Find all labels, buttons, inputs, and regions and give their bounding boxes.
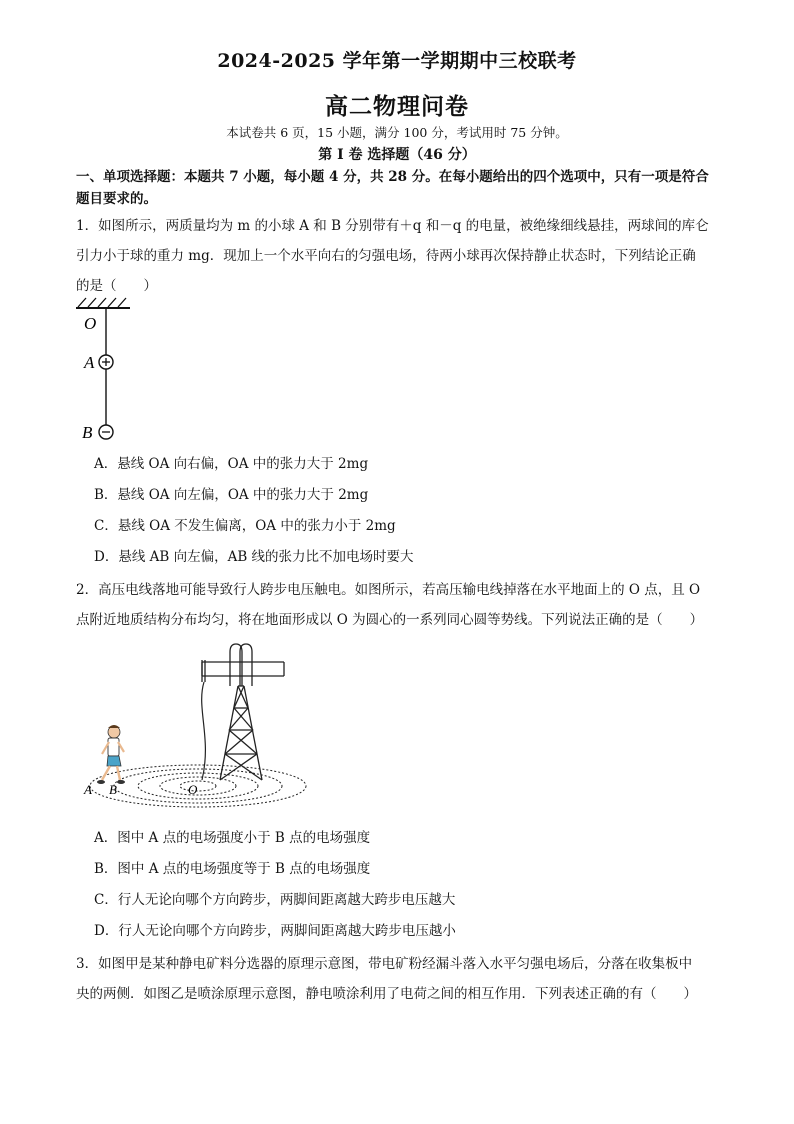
q1-stem-line-3: 的是（ ）: [76, 278, 157, 294]
label-a: A: [84, 782, 92, 797]
q2-option-c: C．行人无论向哪个方向跨步，两脚间距离越大跨步电压越大: [94, 892, 456, 908]
section-heading: 一、单项选择题：本题共 7 小题，每小题 4 分，共 28 分。在每小题给出的四个选项中，只有一项是符合题目要求的。: [76, 169, 709, 207]
q1-stem-line-1: 1．如图所示，两质量均为 m 的小球 A 和 B 分别带有＋q 和－q 的电量，被绝缘细线悬挂，两球间的库仑: [76, 218, 709, 234]
label-b: B: [109, 782, 117, 797]
label-o: O: [188, 782, 198, 797]
label-o: O: [84, 314, 97, 333]
q3-stem-line-1: 3．如图甲是某种静电矿料分选器的原理示意图，带电矿粉经漏斗落入水平匀强电场后，分落在收集板中: [76, 956, 693, 972]
q1-pendulum-figure: [72, 294, 142, 444]
q3-stem-line-2: 央的两侧．如图乙是喷涂原理示意图，静电喷涂利用了电荷之间的相互作用．下列表述正确的有（ ）: [76, 986, 697, 1002]
q1-option-c: C．悬线 OA 不发生偏离，OA 中的张力小于 2mg: [94, 518, 396, 534]
q2-option-a: A．图中 A 点的电场强度小于 B 点的电场强度: [94, 830, 371, 846]
q2-stem-line-1: 2．高压电线落地可能导致行人跨步电压触电。如图所示，若高压输电线掉落在水平地面上的 O 点，且 O: [76, 582, 701, 598]
pedestrian-icon: [97, 725, 125, 784]
q1-option-d: D．悬线 AB 向左偏，AB 线的张力比不加电场时要大: [94, 549, 414, 565]
q2-option-d: D．行人无论向哪个方向跨步，两脚间距离越大跨步电压越小: [94, 923, 456, 939]
ceiling-hatch: [78, 298, 126, 307]
q1-option-a: A．悬线 OA 向右偏，OA 中的张力大于 2mg: [94, 456, 369, 472]
exam-info: 本试卷共 6 页，15 小题，满分 100 分，考试用时 75 分钟。: [226, 125, 568, 140]
label-b: B: [82, 423, 93, 442]
q2-power-line-figure: [80, 638, 320, 808]
exam-title: 2024-2025 学年第一学期期中三校联考: [217, 50, 577, 72]
q2-option-b: B．图中 A 点的电场强度等于 B 点的电场强度: [94, 861, 371, 877]
q2-stem-line-2: 点附近地质结构分布均匀，将在地面形成以 O 为圆心的一系列同心圆等势线。下列说法正确的是（ ）: [76, 612, 704, 628]
q1-option-b: B．悬线 OA 向左偏，OA 中的张力大于 2mg: [94, 487, 369, 503]
subject-title: 高二物理问卷: [325, 93, 469, 120]
part-title: 第 I 卷 选择题（46 分）: [318, 147, 476, 163]
q1-stem-line-2: 引力小于球的重力 mg．现加上一个水平向右的匀强电场，待两小球再次保持静止状态时，下列结论正确: [76, 248, 696, 264]
equipotential-circles: [90, 765, 306, 807]
pylon: [202, 644, 284, 780]
label-a: A: [84, 353, 95, 372]
